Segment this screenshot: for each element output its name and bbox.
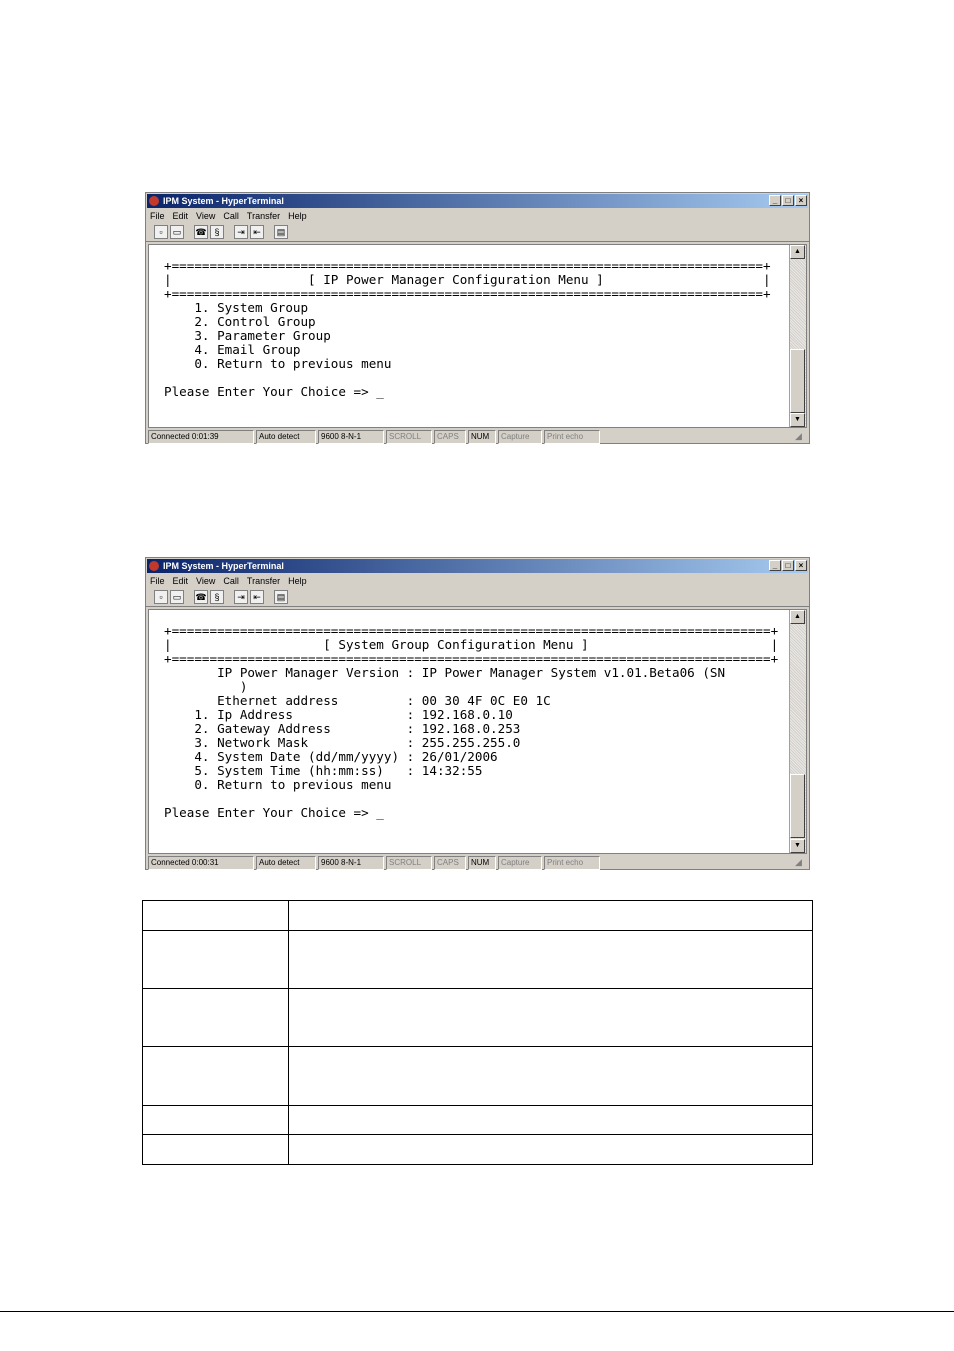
menu-call[interactable]: Call (223, 576, 239, 586)
properties-icon[interactable]: ▤ (274, 590, 288, 604)
menu-call[interactable]: Call (223, 211, 239, 221)
description-table (142, 900, 813, 1165)
terminal-screen[interactable] (148, 609, 807, 854)
menu-view[interactable]: View (196, 576, 216, 586)
connect-phone-icon[interactable]: ☎ (195, 227, 207, 237)
status-auto-detect: Auto detect (256, 430, 316, 444)
scroll-thumb[interactable] (790, 349, 805, 413)
table-cell (143, 1106, 289, 1135)
table-cell (289, 931, 813, 989)
toolbar (146, 223, 809, 242)
status-baud: 9600 8-N-1 (318, 430, 384, 444)
table-row (143, 931, 813, 989)
send-icon[interactable]: ⇥ (234, 225, 248, 239)
table-cell (143, 1047, 289, 1106)
status-scroll: SCROLL (386, 430, 432, 444)
vertical-scrollbar[interactable] (789, 610, 806, 853)
disconnect-icon[interactable]: § (210, 225, 224, 239)
window-title-bar[interactable] (147, 559, 808, 573)
properties-icon[interactable]: ▤ (274, 225, 288, 239)
status-caps: CAPS (434, 856, 466, 870)
table-cell (143, 989, 289, 1047)
vertical-scrollbar[interactable] (789, 245, 806, 427)
status-auto-detect: Auto detect (256, 856, 316, 870)
status-bar (146, 430, 809, 444)
minimize-icon[interactable]: _ (769, 195, 781, 206)
menu-bar (146, 574, 809, 588)
menu-transfer[interactable]: Transfer (246, 211, 281, 221)
status-capture: Capture (498, 430, 542, 444)
status-num: NUM (468, 856, 496, 870)
minimize-icon[interactable]: _ (769, 560, 781, 571)
table-header-cell (289, 901, 813, 931)
hyperterminal-window-config-menu (145, 192, 810, 444)
new-file-icon[interactable]: ▫ (154, 590, 168, 604)
status-bar (146, 856, 809, 870)
menu-file[interactable]: File (150, 211, 165, 221)
status-scroll: SCROLL (386, 856, 432, 870)
status-print-echo: Print echo (544, 430, 600, 444)
hyperterminal-app-icon (149, 196, 159, 206)
table-row (143, 1135, 813, 1165)
resize-grip-icon[interactable]: ◢ (795, 431, 802, 441)
status-baud: 9600 8-N-1 (318, 856, 384, 870)
window-title: IPM System - HyperTerminal (163, 561, 284, 571)
scroll-up-icon[interactable]: ▲ (790, 610, 805, 624)
receive-icon[interactable]: ⇤ (250, 590, 264, 604)
menu-help[interactable]: Help (288, 576, 307, 586)
connect-phone-icon[interactable]: ☎ (195, 592, 207, 602)
scroll-down-icon[interactable]: ▼ (790, 413, 805, 427)
menu-transfer[interactable]: Transfer (246, 576, 281, 586)
menu-view[interactable]: View (196, 211, 216, 221)
close-icon[interactable]: × (795, 195, 807, 206)
status-num: NUM (468, 430, 496, 444)
status-print-echo: Print echo (544, 856, 600, 870)
close-icon[interactable]: × (795, 560, 807, 571)
menu-edit[interactable]: Edit (172, 211, 189, 221)
table-header-row (143, 901, 813, 931)
status-connected: Connected 0:00:31 (148, 856, 254, 870)
disconnect-icon[interactable]: § (210, 590, 224, 604)
terminal-screen[interactable] (148, 244, 807, 428)
menu-bar (146, 209, 809, 223)
menu-edit[interactable]: Edit (172, 576, 189, 586)
window-title: IPM System - HyperTerminal (163, 196, 284, 206)
page-footer-rule (0, 1311, 954, 1312)
menu-file[interactable]: File (150, 576, 165, 586)
window-title-bar[interactable] (147, 194, 808, 208)
terminal-text: +==============================================================================+ | [ IP Power Manager Configuration Menu ] | +==============================================================================+ 1. System Group 2. Control Group 3. Parameter Group 4. Email Group 0. Return to previous menu Please Enter Your Choice => _ (164, 258, 771, 399)
open-folder-icon[interactable]: ▭ (170, 225, 184, 239)
table-row (143, 1047, 813, 1106)
status-connected: Connected 0:01:39 (148, 430, 254, 444)
hyperterminal-window-system-group (145, 557, 810, 870)
status-capture: Capture (498, 856, 542, 870)
maximize-icon[interactable]: □ (782, 195, 794, 206)
menu-help[interactable]: Help (288, 211, 307, 221)
status-caps: CAPS (434, 430, 466, 444)
table-cell (289, 1047, 813, 1106)
table-cell (289, 1106, 813, 1135)
maximize-icon[interactable]: □ (782, 560, 794, 571)
table-cell (143, 1135, 289, 1165)
new-file-icon[interactable]: ▫ (154, 225, 168, 239)
resize-grip-icon[interactable]: ◢ (795, 857, 802, 867)
table-cell (143, 931, 289, 989)
toolbar (146, 588, 809, 607)
table-cell (289, 989, 813, 1047)
table-row (143, 989, 813, 1047)
table-header-cell (143, 901, 289, 931)
terminal-text: +===============================================================================+ | [ System Group Configuration Menu ] | +===============================================================================+ IP Power Manager Version : IP Power Manager System v1.01.Beta06 (SN ) Ethernet address : 00 30 4F 0C E0 1C 1. Ip Address : 192.168.0.10 2. Gateway Address : 192.168.0.253 3. Network Mask : 255.255.255.0 4. System Date (dd/mm/yyyy) : 26/01/2006 5. System Time (hh:mm:ss) : 14:32:55 0. Return to previous menu Please Enter Your Choice => _ (164, 623, 779, 820)
scroll-up-icon[interactable]: ▲ (790, 245, 805, 259)
table-row (143, 1106, 813, 1135)
hyperterminal-app-icon (149, 561, 159, 571)
scroll-thumb[interactable] (790, 774, 805, 838)
send-icon[interactable]: ⇥ (234, 590, 248, 604)
receive-icon[interactable]: ⇤ (250, 225, 264, 239)
table-cell (289, 1135, 813, 1165)
scroll-down-icon[interactable]: ▼ (790, 839, 805, 853)
open-folder-icon[interactable]: ▭ (170, 590, 184, 604)
